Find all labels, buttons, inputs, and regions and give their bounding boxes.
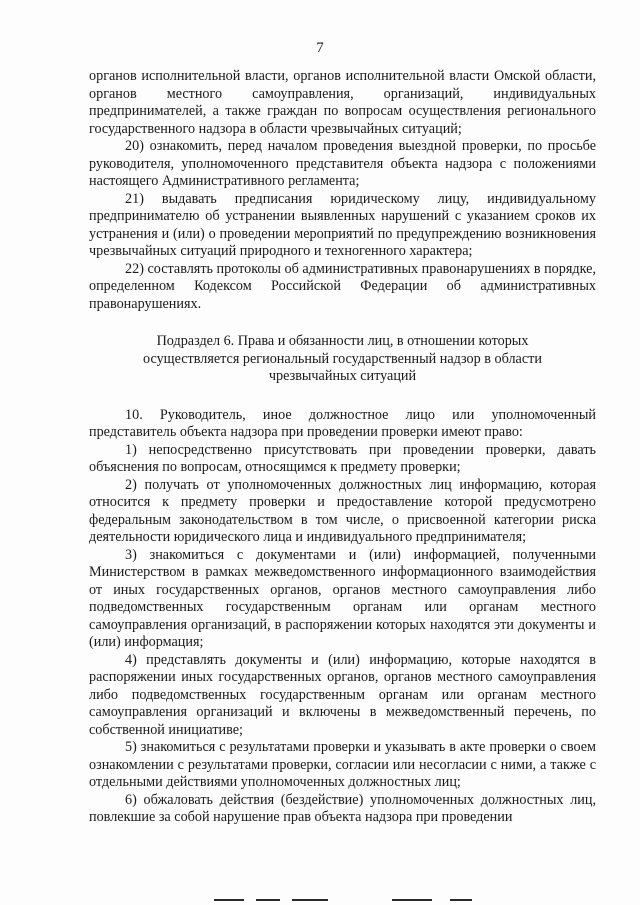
scan-mark [256,899,280,901]
paragraph: 21) выдавать предписания юридическому лицу, индивидуальному предпринимателю об устранении выявленных нарушений с указанием сроков их устранения и (или) о проведении мероприятий по предупреждению возникновения чрезвычайных ситуаций природного и техногенного характера; [89,190,596,259]
heading-line: Подраздел 6. Права и обязанности лиц, в отношении которых [156,333,529,349]
paragraph: 2) получать от уполномоченных должностных лиц информацию, которая относится к предмету проверки и предоставление которой предусмотрено федеральным законодательством в том числе, о присвоенной категории риска деятельности юридического лица и индивидуального предпринимателя; [89,476,596,545]
paragraph: 10. Руководитель, иное должностное лицо или уполномоченный представитель объекта надзора при проведении проверки имеют право: [89,406,596,440]
paragraphs-after-heading [89,407,596,827]
paragraph: 3) знакомиться с документами и (или) информацией, полученными Министерством в рамках межведомственного информационного взаимодействия от иных государственных органов, органов местного самоуправления либо подведомственных государственным органам или органам местного самоуправления организаций, в распоряжении которых находятся эти документы и (или) информация; [89,546,596,650]
paragraph: 1) непосредственно присутствовать при проведении проверки, давать объяснения по вопросам, относящимся к предмету проверки; [89,441,596,475]
paragraphs-before-heading [89,68,596,313]
scan-edge-marks [0,896,640,905]
heading-line: чрезвычайных ситуаций [268,368,417,384]
paragraph: 20) ознакомить, перед началом проведения выездной проверки, по просьбе руководителя, уполномоченного представителя объекта надзора с положениями настоящего Административного регламента; [89,138,596,189]
paragraph: 4) представлять документы и (или) информацию, которые находятся в распоряжении иных государственных органов, органов местного самоуправления либо подведомственных государственным органам или органам местного самоуправления организаций и включены в межведомственный перечень, по собственной инициативе; [89,651,596,738]
heading-line: осуществляется региональный государственный надзор в области [143,350,542,367]
scan-mark [450,899,472,901]
paragraph: 22) составлять протоколы об административных правонарушениях в порядке, определенном Кодексом Российской Федерации об административных правонарушениях. [89,260,596,312]
document-body [89,68,596,827]
page-number: 7 [316,40,324,56]
paragraph: органов исполнительной власти, органов исполнительной власти Омской области, органов местного самоуправления, организаций, индивидуальных предпринимателей, а также граждан по вопросам осуществления регионального государственного надзора в области чрезвычайных ситуаций; [89,68,596,137]
section-heading [89,333,596,386]
paragraph: 5) знакомиться с результатами проверки и указывать в акте проверки о своем ознакомлении с результатами проверки, согласии или несогласии с ними, а также с отдельными действиями уполномоченных должностных лиц; [89,739,596,790]
paragraph: 6) обжаловать действия (бездействие) уполномоченных должностных лиц, повлекшие за собой нарушение прав объекта надзора при проведении [89,791,596,825]
scan-mark [214,899,244,901]
scan-mark [292,899,328,901]
scan-mark [392,899,432,901]
